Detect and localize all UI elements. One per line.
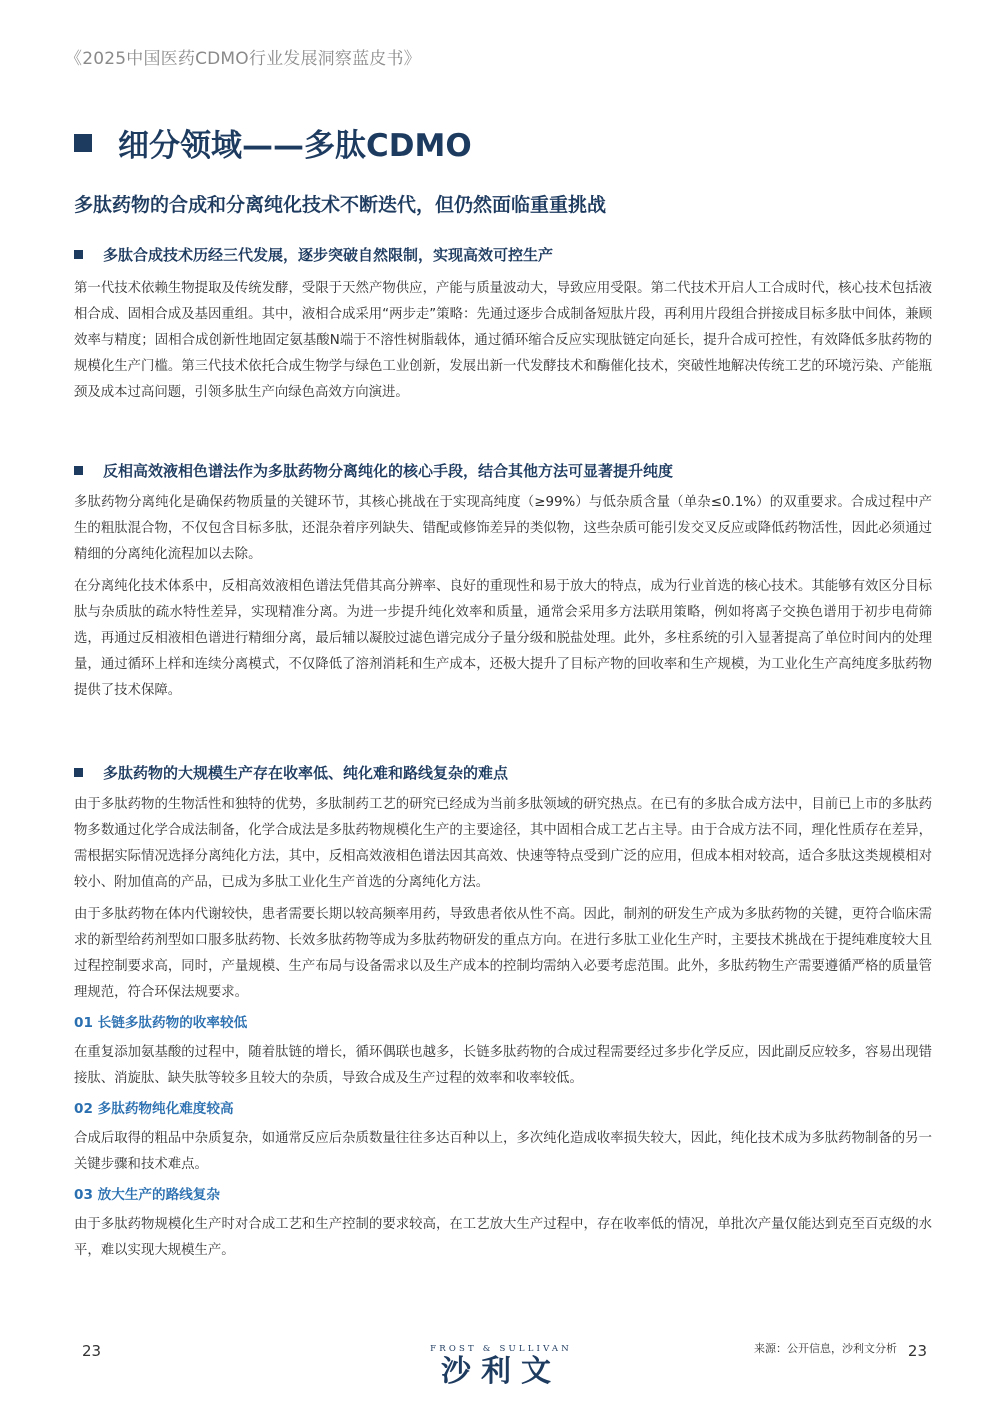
section-3 xyxy=(74,760,932,1264)
paragraph: 第一代技术依赖生物提取及传统发酵，受限于天然产物供应，产能与质量波动大，导致应用受限。第二代技术开启人工合成时代，核心技术包括液相合成、固相合成及基因重组。其中，液相合成采用“两步走”策略：先通过逐步合成制备短肽片段，再利用片段组合拼接成目标多肽中间体，兼顾效率与精度；固相合成创新性地固定氨基酸N端于不溶性树脂载体，通过循环缩合反应实现肽链定向延长，提升合成可控性，有效降低多肽药物的规模化生产门槛。第三代技术依托合成生物学与绿色工业创新，发展出新一代发酵技术和酶催化技术，突破性地解决传统工艺的环境污染、产能瓶颈及成本过高问题，引领多肽生产向绿色高效方向演进。 xyxy=(74,281,932,400)
page-number-left: 23 xyxy=(82,1342,102,1360)
section-title-text: 细分领域——多肽CDMO xyxy=(118,128,472,164)
paragraph: 多肽药物分离纯化是确保药物质量的关键环节，其核心挑战在于实现高纯度（≥99%）与低杂质含量（单杂≤0.1%）的双重要求。合成过程中产生的粗肽混合物，不仅包含目标多肽，还混杂着序列缺失、错配或修饰差异的类似物，这些杂质可能引发交叉反应或降低药物活性，因此必须通过精细的分离纯化流程加以去除。 xyxy=(74,495,932,562)
square-bullet-icon xyxy=(74,134,92,152)
square-bullet-icon xyxy=(74,250,83,259)
paragraph: 在重复添加氨基酸的过程中，随着肽链的增长，循环偶联也越多，长链多肽药物的合成过程需要经过多步化学反应，因此副反应较多，容易出现错接肽、消旋肽、缺失肽等较多且较大的杂质，导致合成及生产过程的效率和收率较低。 xyxy=(74,1045,932,1086)
paragraph: 由于多肽药物在体内代谢较快，患者需要长期以较高频率用药，导致患者依从性不高。因此，制剂的研发生产成为多肽药物的关键，更符合临床需求的新型给药剂型如口服多肽药物、长效多肽药物等成为多肽药物研发的重点方向。在进行多肽工业化生产时，主要技术挑战在于提纯难度较大且过程控制要求高，同时，产量规模、生产布局与设备需求以及生产成本的控制均需纳入必要考虑范围。此外，多肽药物生产需要遵循严格的质量管理规范，符合环保法规要求。 xyxy=(74,907,932,1000)
logo-top-text: FROST & SULLIVAN xyxy=(430,1344,572,1354)
square-bullet-icon xyxy=(74,466,83,475)
section-3-heading: 多肽药物的大规模生产存在收率低、纯化难和路线复杂的难点 xyxy=(74,760,932,784)
subsection-heading-01: 01 长链多肽药物的收率较低 xyxy=(74,1015,248,1031)
section-2 xyxy=(74,458,932,704)
paragraph: 在分离纯化技术体系中，反相高效液相色谱法凭借其高分辨率、良好的重现性和易于放大的特点，成为行业首选的核心技术。其能够有效区分目标肽与杂质肽的疏水特性差异，实现精准分离。为进一步提升纯化效率和质量，通常会采用多方法联用策略，例如将离子交换色谱用于初步电荷筛选，再通过反相液相色谱进行精细分离，最后辅以凝胶过滤色谱完成分子量分级和脱盐处理。此外，多柱系统的引入显著提高了单位时间内的处理量，通过循环上样和连续分离模式，不仅降低了溶剂消耗和生产成本，还极大提升了目标产物的回收率和生产规模，为工业化生产高纯度多肽药物提供了技术保障。 xyxy=(74,579,932,698)
logo-main-text: 沙利文 xyxy=(441,1354,561,1389)
page-number-right: 23 xyxy=(907,1342,927,1360)
paragraph: 合成后取得的粗品中杂质复杂，如通常反应后杂质数量往往多达百种以上，多次纯化造成收率损失较大，因此，纯化技术成为多肽药物制备的另一关键步骤和技术难点。 xyxy=(74,1131,932,1172)
paragraph: 由于多肽药物规模化生产时对合成工艺和生产控制的要求较高，在工艺放大生产过程中，存在收率低的情况，单批次产量仅能达到克至百克级的水平，难以实现大规模生产。 xyxy=(74,1217,932,1258)
source-note: 来源：公开信息，沙利文分析 xyxy=(754,1342,897,1355)
square-bullet-icon xyxy=(74,768,83,777)
section-1 xyxy=(74,242,932,406)
subsection-heading-02: 02 多肽药物纯化难度较高 xyxy=(74,1101,234,1117)
page-subtitle: 多肽药物的合成和分离纯化技术不断迭代，但仍然面临重重挑战 xyxy=(74,194,607,216)
report-title-header: 《2025中国医药CDMO行业发展洞察蓝皮书》 xyxy=(65,49,421,69)
paragraph: 由于多肽药物的生物活性和独特的优势，多肽制药工艺的研究已经成为当前多肽领域的研究热点。在已有的多肽合成方法中，目前已上市的多肽药物多数通过化学合成法制备，化学合成法是多肽药物规模化生产的主要途径，其中固相合成工艺占主导。由于合成方法不同，理化性质存在差异，需根据实际情况选择分离纯化方法，其中，反相高效液相色谱法因其高效、快速等特点受到广泛的应用，但成本相对较高，适合多肽这类规模相对较小、附加值高的产品，已成为多肽工业化生产首选的分离纯化方法。 xyxy=(74,797,932,890)
section-title xyxy=(74,120,472,165)
subsection-heading-03: 03 放大生产的路线复杂 xyxy=(74,1187,220,1203)
section-2-heading: 反相高效液相色谱法作为多肽药物分离纯化的核心手段，结合其他方法可显著提升纯度 xyxy=(74,458,932,482)
frost-sullivan-logo xyxy=(423,1344,579,1390)
section-1-heading: 多肽合成技术历经三代发展，逐步突破自然限制，实现高效可控生产 xyxy=(74,242,932,266)
